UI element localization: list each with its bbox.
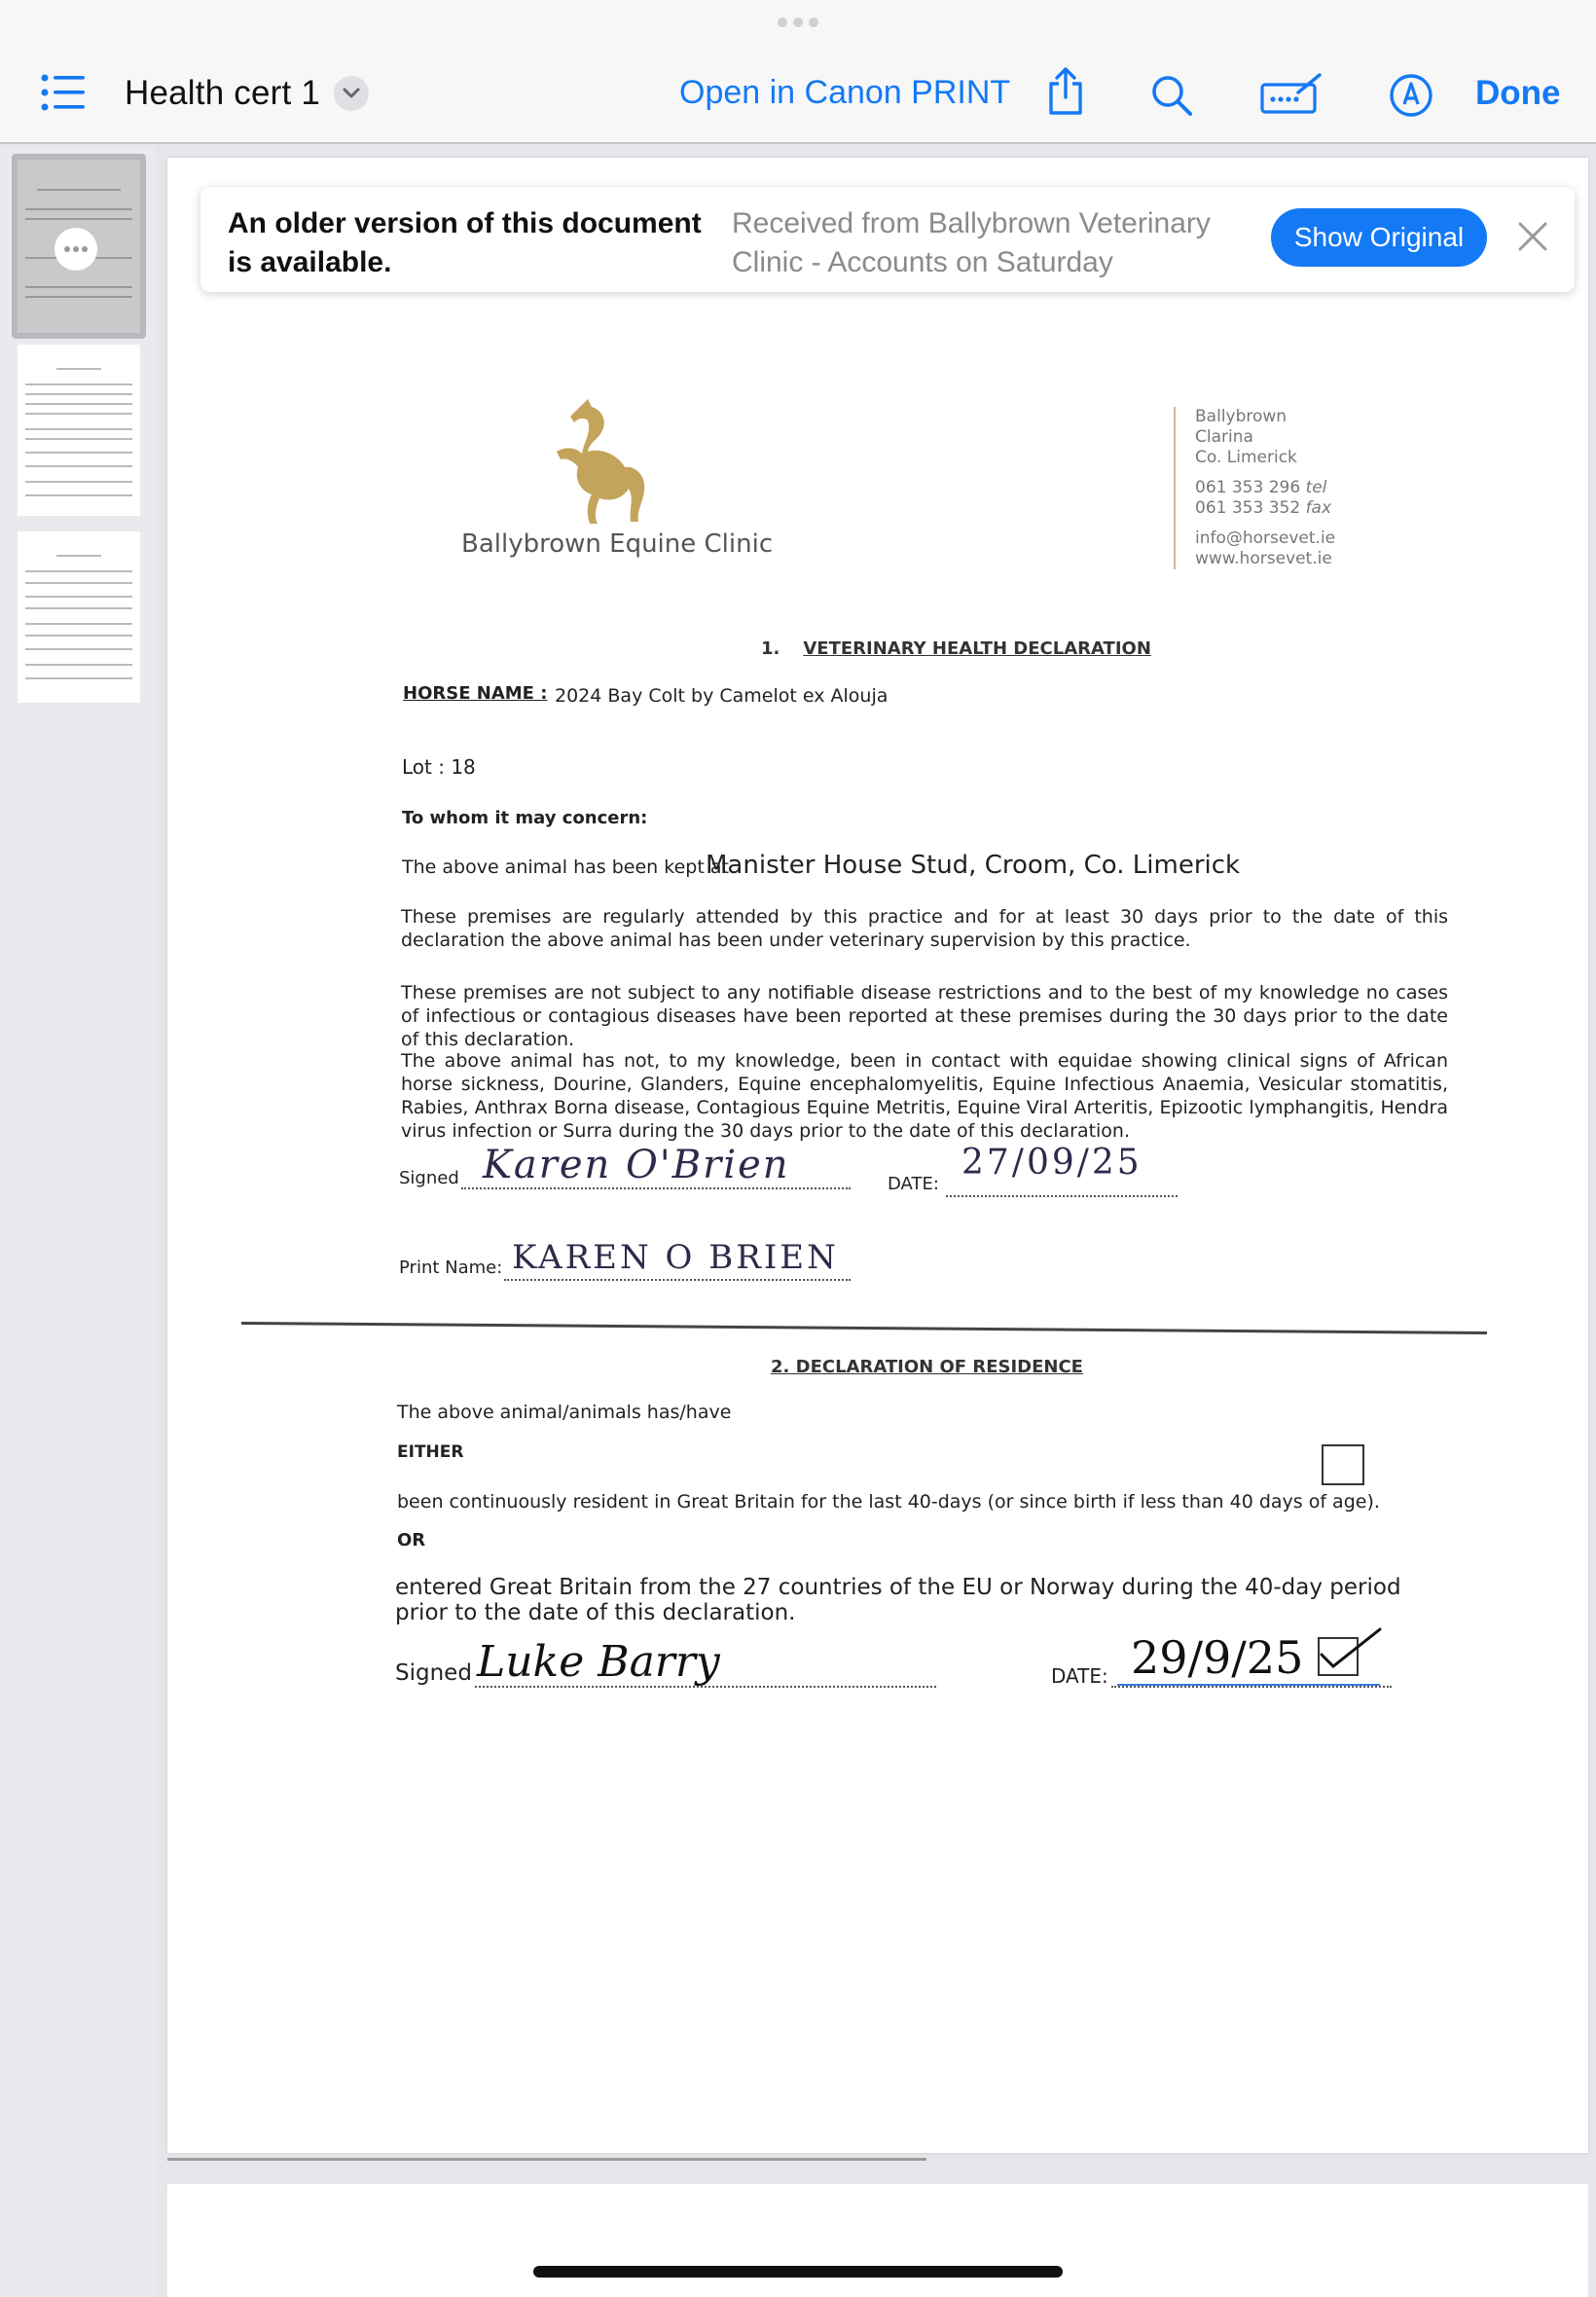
signature-line — [461, 1187, 851, 1189]
home-indicator[interactable] — [533, 2266, 1063, 2278]
date-line — [946, 1195, 1178, 1197]
address-line: Co. Limerick — [1195, 448, 1297, 467]
section1-title: VETERINARY HEALTH DECLARATION — [803, 638, 1151, 659]
chevron-down-icon[interactable] — [334, 76, 369, 111]
close-icon[interactable] — [1516, 220, 1549, 253]
page-thumbnail-2[interactable] — [18, 345, 140, 516]
declaration-paragraph-1: These premises are regularly attended by this practice and for at least 30 days prior to the date of this declaration the above animal has been under veterinary supervision by this practice. — [401, 906, 1448, 951]
date-label-2: DATE: — [1051, 1664, 1108, 1688]
website: www.horsevet.ie — [1195, 549, 1332, 568]
email: info@horsevet.ie — [1195, 529, 1336, 548]
clinic-address-block — [1174, 407, 1335, 569]
section1-heading — [761, 638, 1151, 659]
date-label: DATE: — [888, 1174, 939, 1194]
toolbar — [0, 39, 1596, 144]
horse-name-label: HORSE NAME : — [403, 683, 548, 704]
section2-heading: 2. DECLARATION OF RESIDENCE — [771, 1357, 1083, 1377]
date-2-handwritten: 29/9/25 — [1131, 1631, 1304, 1684]
address-line: Clarina — [1195, 427, 1253, 447]
list-icon[interactable] — [39, 70, 88, 115]
address-line: Ballybrown — [1195, 407, 1288, 426]
page-thumbnail-3[interactable] — [18, 531, 140, 703]
to-whom-heading: To whom it may concern: — [402, 808, 648, 828]
tel-number: 061 353 296 — [1195, 478, 1301, 497]
continuous-residence-text: been continuously resident in Great Britain for the last 40-days (or since birth if less than 40 days of age). — [397, 1491, 1380, 1513]
continuous-residence-checkbox[interactable] — [1322, 1444, 1364, 1485]
kept-at-label: The above animal has been kept at — [402, 857, 729, 878]
health-certificate — [167, 158, 1588, 2153]
signed-label-2: Signed — [395, 1660, 472, 1686]
print-name-line — [504, 1279, 851, 1281]
horse-logo — [545, 397, 662, 528]
declaration-paragraph-2: These premises are not subject to any notifiable disease restrictions and to the best of my knowledge no cases of infectious or contagious diseases have been reported at these premises during the 30 days prior to the date of this declaration. — [401, 982, 1448, 1050]
done-button[interactable]: Done — [1475, 74, 1561, 112]
fax-number: 061 353 352 — [1195, 498, 1301, 518]
document-title[interactable]: Health cert 1 — [125, 74, 321, 112]
kept-at-value: Manister House Stud, Croom, Co. Limerick — [706, 851, 1241, 880]
banner-source: Received from Ballybrown Veterinary Clinic - Accounts on Saturday — [732, 207, 1211, 278]
date-underline-blue — [1117, 1684, 1380, 1686]
document-page-2 — [167, 2184, 1588, 2297]
page-thumbnail-1[interactable] — [12, 154, 146, 339]
signed-label: Signed — [399, 1168, 459, 1188]
more-icon[interactable] — [54, 228, 97, 271]
tel-suffix: tel — [1305, 478, 1327, 497]
date-line-2 — [1111, 1686, 1392, 1688]
markup-icon[interactable] — [1388, 72, 1434, 119]
banner-message: An older version of this document is available. — [228, 207, 702, 278]
show-original-button[interactable]: Show Original — [1271, 208, 1487, 267]
either-label: EITHER — [397, 1442, 464, 1462]
share-icon[interactable] — [1043, 66, 1088, 117]
document-page-1 — [167, 158, 1588, 2153]
lot-number: Lot : 18 — [402, 755, 476, 779]
fax-suffix: fax — [1305, 498, 1332, 518]
entered-gb-text: entered Great Britain from the 27 countries of the EU or Norway during the 40-day period prior to the date of this declaration. — [395, 1575, 1401, 1625]
declaration-paragraph-3: The above animal has not, to my knowledge, been in contact with equidae showing clinical signs of African horse sickness, Dourine, Glanders, Equine encephalomyelitis, Equine Infectious Anaemia, Vesicular stomatitis, Rabies, Anthrax Borna disease, Contagious Equine Metritis, Equine Viral Arteritis, Epizootic lymphangitis, Hendra virus infection or Surra during the 30 days prior to the date of this declaration. — [401, 1050, 1448, 1142]
entered-gb-checkbox[interactable] — [1318, 1637, 1359, 1676]
search-icon[interactable] — [1148, 72, 1195, 119]
print-name-handwritten: KAREN O BRIEN — [512, 1238, 839, 1277]
section1-number: 1. — [761, 638, 780, 659]
check-mark-icon — [1316, 1623, 1384, 1672]
print-name-label: Print Name: — [399, 1258, 503, 1278]
older-version-banner — [200, 187, 1575, 292]
date-1-handwritten: 27/09/25 — [961, 1143, 1143, 1183]
section-divider — [241, 1322, 1487, 1334]
scan-edge — [167, 2158, 926, 2161]
signature-karen: Karen O'Brien — [483, 1143, 790, 1187]
multitask-grabber[interactable] — [775, 18, 821, 27]
residence-intro: The above animal/animals has/have — [397, 1402, 732, 1423]
signature-luke: Luke Barry — [477, 1637, 720, 1687]
status-bar — [0, 0, 1596, 39]
or-label: OR — [397, 1530, 426, 1550]
page-thumbnail-sidebar — [0, 146, 156, 2297]
clinic-name: Ballybrown Equine Clinic — [461, 529, 774, 559]
signature-icon[interactable] — [1259, 72, 1325, 117]
document-view[interactable] — [156, 146, 1596, 2297]
horse-name-value: 2024 Bay Colt by Camelot ex Alouja — [555, 685, 889, 707]
open-in-canon-print-button[interactable]: Open in Canon PRINT — [679, 74, 1011, 111]
